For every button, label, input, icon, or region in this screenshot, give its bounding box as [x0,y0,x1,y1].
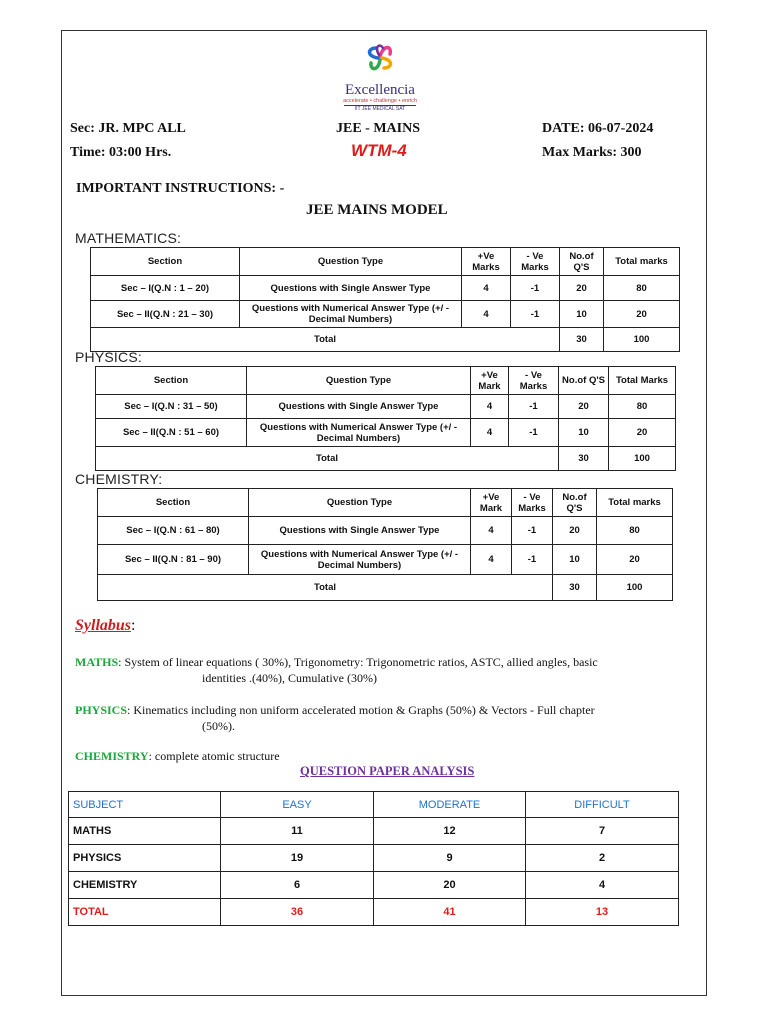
table-cell: 20 [597,545,673,575]
logo-name: Excellencia [345,82,415,98]
table-cell: 4 [471,545,512,575]
subject-heading-mathematics: MATHEMATICS: [75,230,182,246]
table-cell: 10 [560,301,604,328]
test-code: WTM-4 [351,141,407,160]
logo-swirl-icon [363,40,397,76]
table-total-questions: 30 [553,575,597,601]
table-header-cell: No.of Q'S [560,248,604,276]
table-cell: 4 [471,419,509,447]
table-header-cell: No.of Q'S [559,367,609,395]
physics-marks-table [95,366,676,471]
table-cell: 4 [471,395,509,419]
table-cell: 80 [609,395,676,419]
analysis-total-cell: 36 [221,899,374,926]
table-header-row [91,248,680,276]
table-total-row [91,328,680,352]
table-cell: Questions with Numerical Answer Type (+/ - Decimal Numbers) [249,545,471,575]
analysis-cell: 6 [221,872,374,899]
syllabus-physics-label: PHYSICS [75,703,128,717]
max-marks: Max Marks: 300 [542,145,642,160]
analysis-cell: MATHS [69,818,221,845]
table-header-cell: +Ve Mark [471,489,512,517]
table-header-row [96,367,676,395]
exam-date: DATE: 06-07-2024 [542,121,654,136]
table-cell: Sec – I(Q.N : 1 – 20) [91,276,240,301]
table-header-cell: - Ve Marks [512,489,553,517]
table-header-cell: Section [98,489,249,517]
section-label: Sec: JR. MPC ALL [70,121,186,136]
table-cell: 20 [560,276,604,301]
analysis-total-cell: TOTAL [69,899,221,926]
analysis-total-cell: 41 [374,899,526,926]
subject-heading-chemistry: CHEMISTRY: [75,471,163,487]
table-cell: Questions with Single Answer Type [247,395,471,419]
table-row [91,276,680,301]
subject-heading-physics: PHYSICS: [75,349,142,365]
table-total-marks: 100 [609,447,676,471]
table-cell: -1 [512,517,553,545]
analysis-cell: 12 [374,818,526,845]
analysis-total-row [69,899,679,926]
table-cell: Questions with Numerical Answer Type (+/ - Decimal Numbers) [240,301,462,328]
syllabus-heading: Syllabus [75,617,132,634]
table-total-marks: 100 [604,328,680,352]
table-cell: 80 [604,276,680,301]
chemistry-marks-table [97,488,673,601]
table-cell: Sec – I(Q.N : 61 – 80) [98,517,249,545]
analysis-header-cell: EASY [221,792,374,818]
analysis-cell: PHYSICS [69,845,221,872]
table-cell: 20 [604,301,680,328]
analysis-row [69,818,679,845]
syllabus-colon: : [131,617,136,634]
syllabus-chemistry [75,748,280,764]
table-header-cell: - Ve Marks [511,248,560,276]
table-cell: Sec – II(Q.N : 81 – 90) [98,545,249,575]
analysis-cell: 2 [526,845,679,872]
table-total-questions: 30 [559,447,609,471]
table-header-cell: +Ve Mark [471,367,509,395]
analysis-cell: 7 [526,818,679,845]
table-cell: 4 [462,276,511,301]
table-total-questions: 30 [560,328,604,352]
table-cell: Sec – II(Q.N : 21 – 30) [91,301,240,328]
analysis-total-cell: 13 [526,899,679,926]
table-header-cell: Total Marks [609,367,676,395]
table-total-row [96,447,676,471]
table-cell: Questions with Single Answer Type [249,517,471,545]
analysis-table [68,791,679,926]
table-cell: 10 [559,419,609,447]
syllabus-maths-label: MATHS [75,655,119,669]
table-header-cell: Question Type [247,367,471,395]
analysis-cell: 19 [221,845,374,872]
exam-name: JEE - MAINS [336,121,421,136]
analysis-cell: CHEMISTRY [69,872,221,899]
syllabus-chemistry-label: CHEMISTRY [75,749,149,763]
table-header-cell: No.of Q'S [553,489,597,517]
syllabus-physics-text-cont: (50%). [202,719,235,733]
table-header-cell: Section [96,367,247,395]
table-row [98,545,673,575]
mathematics-marks-table [90,247,680,352]
table-cell: -1 [509,419,559,447]
table-cell: -1 [511,301,560,328]
table-cell: 20 [553,517,597,545]
table-header-cell: Question Type [240,248,462,276]
table-cell: Sec – II(Q.N : 51 – 60) [96,419,247,447]
logo-subline: IIT JEE MEDICAL SAT [344,105,416,112]
analysis-header-cell: SUBJECT [69,792,221,818]
table-total-marks: 100 [597,575,673,601]
table-total-label: Total [96,447,559,471]
analysis-row [69,845,679,872]
table-total-row [98,575,673,601]
table-cell: 4 [471,517,512,545]
table-header-cell: Section [91,248,240,276]
analysis-header-cell: MODERATE [374,792,526,818]
analysis-cell: 11 [221,818,374,845]
table-cell: Questions with Single Answer Type [240,276,462,301]
table-cell: -1 [512,545,553,575]
table-row [98,517,673,545]
syllabus-maths-text-cont: identities .(40%), Cumulative (30%) [202,671,377,685]
analysis-cell: 4 [526,872,679,899]
table-header-row [98,489,673,517]
table-header-cell: Total marks [604,248,680,276]
table-row [96,419,676,447]
table-cell: 80 [597,517,673,545]
table-cell: 10 [553,545,597,575]
table-cell: 4 [462,301,511,328]
table-cell: 20 [559,395,609,419]
table-header-cell: +Ve Marks [462,248,511,276]
table-total-label: Total [98,575,553,601]
syllabus-maths [75,654,675,686]
analysis-cell: 9 [374,845,526,872]
table-header-cell: - Ve Marks [509,367,559,395]
analysis-row [69,872,679,899]
table-header-cell: Total marks [597,489,673,517]
syllabus-chemistry-text: : complete atomic structure [148,749,280,763]
syllabus-heading-line [75,617,135,635]
analysis-header-row [69,792,679,818]
table-row [96,395,676,419]
logo-tagline: accelerate • challenge • enrich [343,98,417,104]
excellencia-logo [320,40,440,112]
analysis-cell: 20 [374,872,526,899]
table-cell: -1 [509,395,559,419]
table-cell: Questions with Numerical Answer Type (+/ - Decimal Numbers) [247,419,471,447]
instructions-heading: IMPORTANT INSTRUCTIONS: - [76,181,285,196]
analysis-title: QUESTION PAPER ANALYSIS [300,764,475,778]
syllabus-physics [75,702,675,734]
syllabus-physics-text: : Kinematics including non uniform accelerated motion & Graphs (50%) & Vectors - Full chapter [127,703,595,717]
syllabus-maths-text: : System of linear equations ( 30%), Trigonometry: Trigonometric ratios, ASTC, allied angles, basic [118,655,598,669]
table-row [91,301,680,328]
table-cell: Sec – I(Q.N : 31 – 50) [96,395,247,419]
table-cell: -1 [511,276,560,301]
analysis-header-cell: DIFFICULT [526,792,679,818]
table-total-label: Total [91,328,560,352]
model-title: JEE MAINS MODEL [306,202,448,218]
table-cell: 20 [609,419,676,447]
exam-duration: Time: 03:00 Hrs. [70,145,172,160]
table-header-cell: Question Type [249,489,471,517]
